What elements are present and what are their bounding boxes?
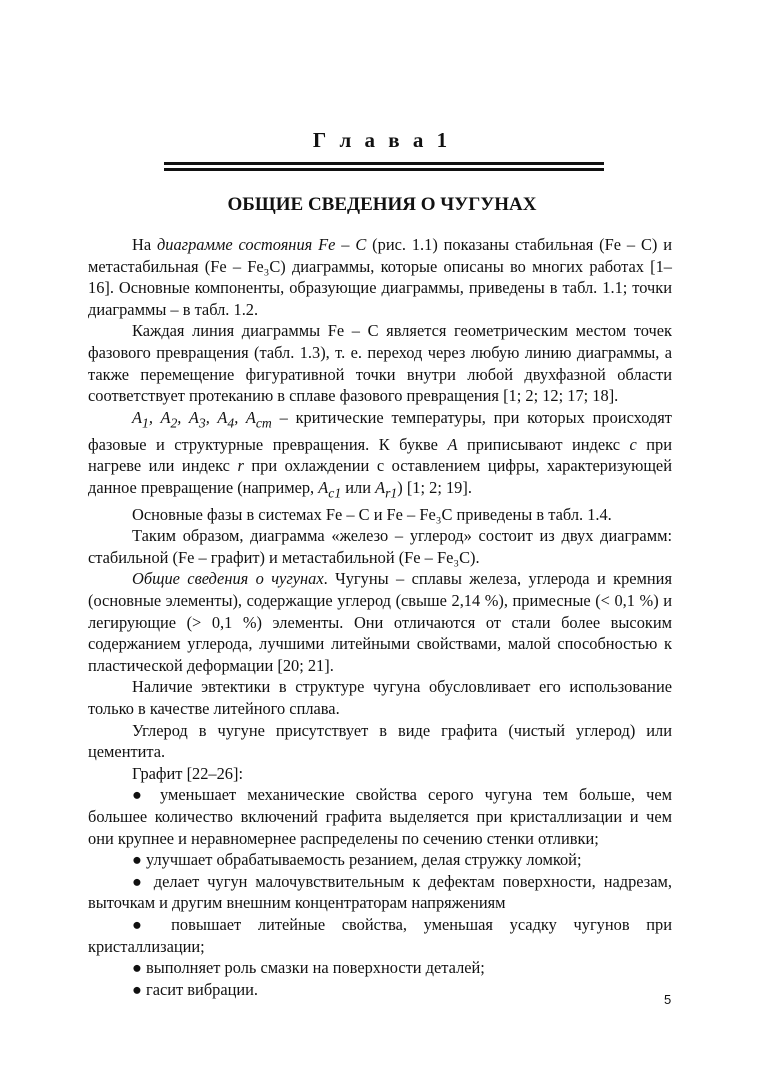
bullet-1: ● уменьшает механические свойства серого чугуна тем больше, чем большее количество включений графита выделяется при кристаллизации и чем они крупнее и неравномернее распределены по сечению стенки отливки; [88, 785, 672, 848]
p3-text-f: ) [1; 2; 19]. [397, 477, 472, 497]
chapter-title: ОБЩИЕ СВЕДЕНИЯ О ЧУГУНАХ [227, 194, 537, 215]
p3-italic-symbols: $A_1$, $A_2$, $A_3$, $A_4$, $A_{сm}$ [132, 407, 272, 431]
p3-text-a: – критические температуры, при которых происходят фазовые и структурные превращения. К букве [88, 407, 672, 454]
p6-text: . Чугуны – сплавы железа, углерода и кремния (основные элементы), содержащие углерод (свыше 2,14 %), примесные (< 0,1 %) и легирующие (> 0,1 %) элементы. Они отличаются от стали более высоким содержанием углерода, лучшими литейными свойствами, малой способностью к пластической деформации [20; 21]. [88, 569, 672, 675]
paragraph-7: Наличие эвтектики в структуре чугуна обусловливает его использование только в качестве литейного сплава. [88, 677, 672, 719]
rule-line-bottom [164, 168, 604, 171]
double-rule [164, 162, 604, 174]
p3-index-r: r [237, 456, 244, 476]
bullet-6: ● гасит вибрации. [132, 979, 259, 999]
p3-ar1: $A_{r1}$ [375, 477, 398, 501]
p3-letter-a: A [447, 434, 458, 454]
bullet-2: ● улучшает обрабатываемость резанием, делая стружку ломкой; [132, 850, 582, 870]
p3-ac1: $A_{c1}$ [318, 477, 342, 501]
rule-line-top [164, 162, 604, 165]
paragraph-5: Таким образом, диаграмма «железо – углерод» состоит из двух диаграмм: стабильной (Fe – графит) и метастабильной (Fe – Fe₃C). [88, 526, 672, 567]
bullet-3: ● делает чугун малочувствительным к дефектам поверхности, надрезам, выточкам и другим внешним концентраторам напряжениям [88, 871, 672, 913]
paragraph-9: Графит [22–26]: [132, 763, 244, 783]
p3-text-e: или [341, 477, 376, 497]
paragraph-8: Углерод в чугуне присутствует в виде графита (чистый углерод) или цементита. [88, 720, 672, 762]
p3-text-d: при охлаждении с оставлением цифры, характеризующей данное превращение (например, [88, 456, 672, 497]
chapter-heading: Г л а в а 1 [312, 128, 452, 152]
p3-text-b: приписывают индекс [457, 434, 630, 454]
p3-index-c: c [629, 434, 637, 454]
paragraph-6 [88, 568, 672, 676]
bullet-5: ● выполняет роль смазки на поверхности деталей; [132, 958, 485, 978]
p1-text-b: (рис. 1.1) показаны стабильная (Fe – C) и метастабильная (Fe – Fe₃C) диаграммы, которые описаны во многих работах [1–16]. Основные компоненты, образующие диаграммы, приведены в табл. 1.1; точки диаграммы – в табл. 1.2. [88, 235, 672, 319]
p3-text-c: при нагреве или индекс [88, 434, 672, 476]
page-number: 5 [664, 992, 672, 1007]
p6-italic-heading: Общие сведения о чугунах [132, 569, 324, 589]
paragraph-2: Каждая линия диаграммы Fe – C является геометрическим местом точек фазового превращения (табл. 1.3), т. е. переход через любую линию диаграммы, а также перемещение фигуративной точки внутри любой двухфазной области соответствует протеканию в сплаве фазового превращения [1; 2; 12; 17; 18]. [88, 321, 672, 406]
body-text [88, 234, 672, 1000]
paragraph-3 [88, 407, 672, 504]
bullet-4: ● повышает литейные свойства, уменьшая усадку чугунов при кристаллизации; [88, 914, 672, 956]
paragraph-1 [88, 234, 672, 320]
p1-text-a: На [132, 235, 157, 254]
paragraph-4: Основные фазы в системах Fe – C и Fe – Fe₃C приведены в табл. 1.4. [132, 504, 612, 524]
p1-italic-term: диаграмме состояния Fe – C [157, 235, 367, 254]
